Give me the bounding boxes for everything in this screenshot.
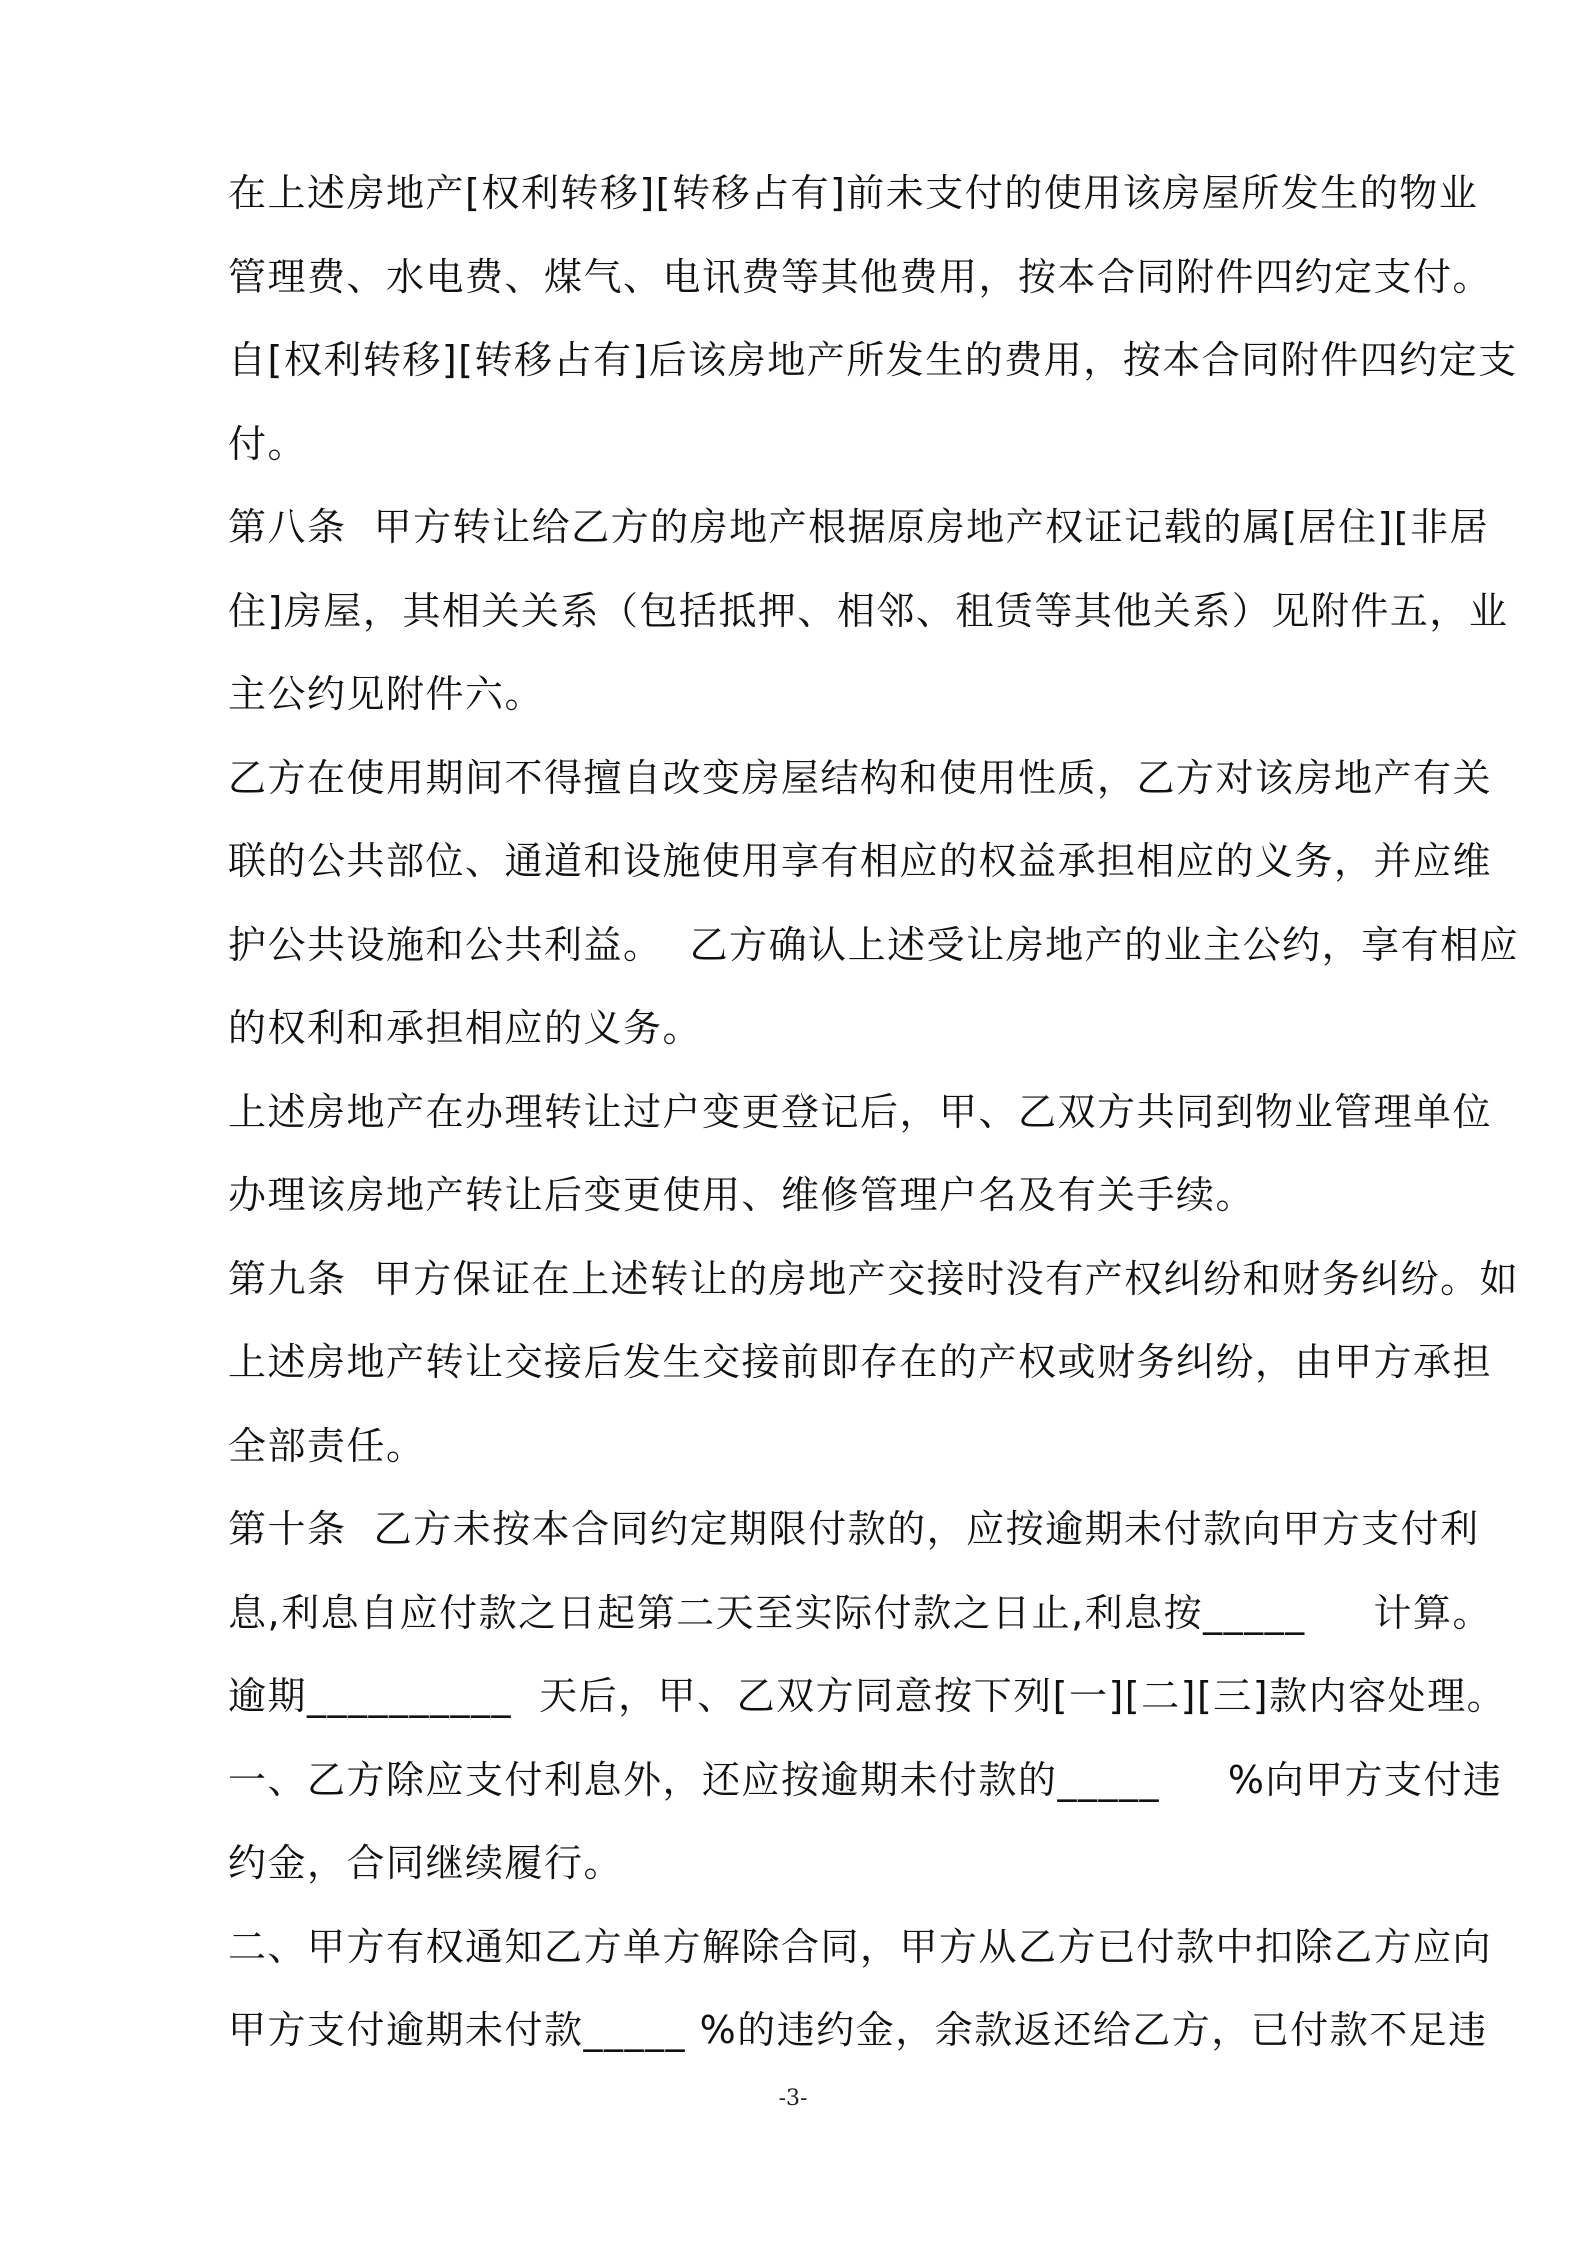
text-line: 上述房地产在办理转让过户变更登记后，甲、乙双方共同到物业管理单位 xyxy=(228,1089,1493,1134)
text-line: 上述房地产转让交接后发生交接前即存在的产权或财务纠纷，由甲方承担 xyxy=(228,1340,1493,1384)
text-line: 办理该房地产转让后变更使用、维修管理户名及有关手续。 xyxy=(228,1173,1256,1217)
text-line: 第八条 甲方转让给乙方的房地产根据原房地产权证记载的属[居住][非居 xyxy=(228,505,1490,549)
text-line: 付。 xyxy=(228,421,308,466)
text-line: 约金，合同继续履行。 xyxy=(228,1841,624,1885)
text-line: 甲方支付逾期未付款_____ %的违约金，余款返还给乙方，已付款不足违 xyxy=(228,2008,1488,2052)
document-body xyxy=(228,152,1520,2073)
text-line: 息,利息自应付款之日起第二天至实际付款之日止,利息按_____ 计算。 xyxy=(228,1590,1493,1635)
text-line: 第九条 甲方保证在上述转让的房地产交接时没有产权纠纷和财务纠纷。如 xyxy=(228,1256,1520,1301)
text-line: 住]房屋，其相关关系（包括抵押、相邻、租赁等其他关系）见附件五，业 xyxy=(228,588,1509,633)
text-line: 联的公共部位、通道和设施使用享有相应的权益承担相应的义务，并应维 xyxy=(228,839,1493,883)
text-line: 在上述房地产[权利转移][转移占有]前未支付的使用该房屋所发生的物业 xyxy=(228,171,1479,215)
text-line: 管理费、水电费、煤气、电讯费等其他费用，按本合同附件四约定支付。 xyxy=(228,254,1493,299)
text-line: 乙方在使用期间不得擅自改变房屋结构和使用性质，乙方对该房地产有关 xyxy=(228,755,1493,800)
text-line: 护公共设施和公共利益。 乙方确认上述受让房地产的业主公约，享有相应 xyxy=(228,922,1520,967)
text-line: 全部责任。 xyxy=(228,1423,426,1468)
text-line: 二、甲方有权通知乙方单方解除合同，甲方从乙方已付款中扣除乙方应向 xyxy=(228,1924,1493,1969)
text-line: 逾期__________ 天后，甲、乙双方同意按下列[一][二][三]款内容处理。 xyxy=(228,1674,1507,1718)
text-line: 的权利和承担相应的义务。 xyxy=(228,1006,703,1050)
page-number: -3- xyxy=(778,2086,808,2111)
text-line: 一、乙方除应支付利息外，还应按逾期未付款的_____ %向甲方支付违 xyxy=(228,1757,1503,1802)
text-line: 主公约见附件六。 xyxy=(228,672,545,716)
text-line: 第十条 乙方未按本合同约定期限付款的，应按逾期未付款向甲方支付利 xyxy=(228,1507,1480,1551)
text-line: 自[权利转移][转移占有]后该房地产所发生的费用，按本合同附件四约定支 xyxy=(228,338,1518,382)
